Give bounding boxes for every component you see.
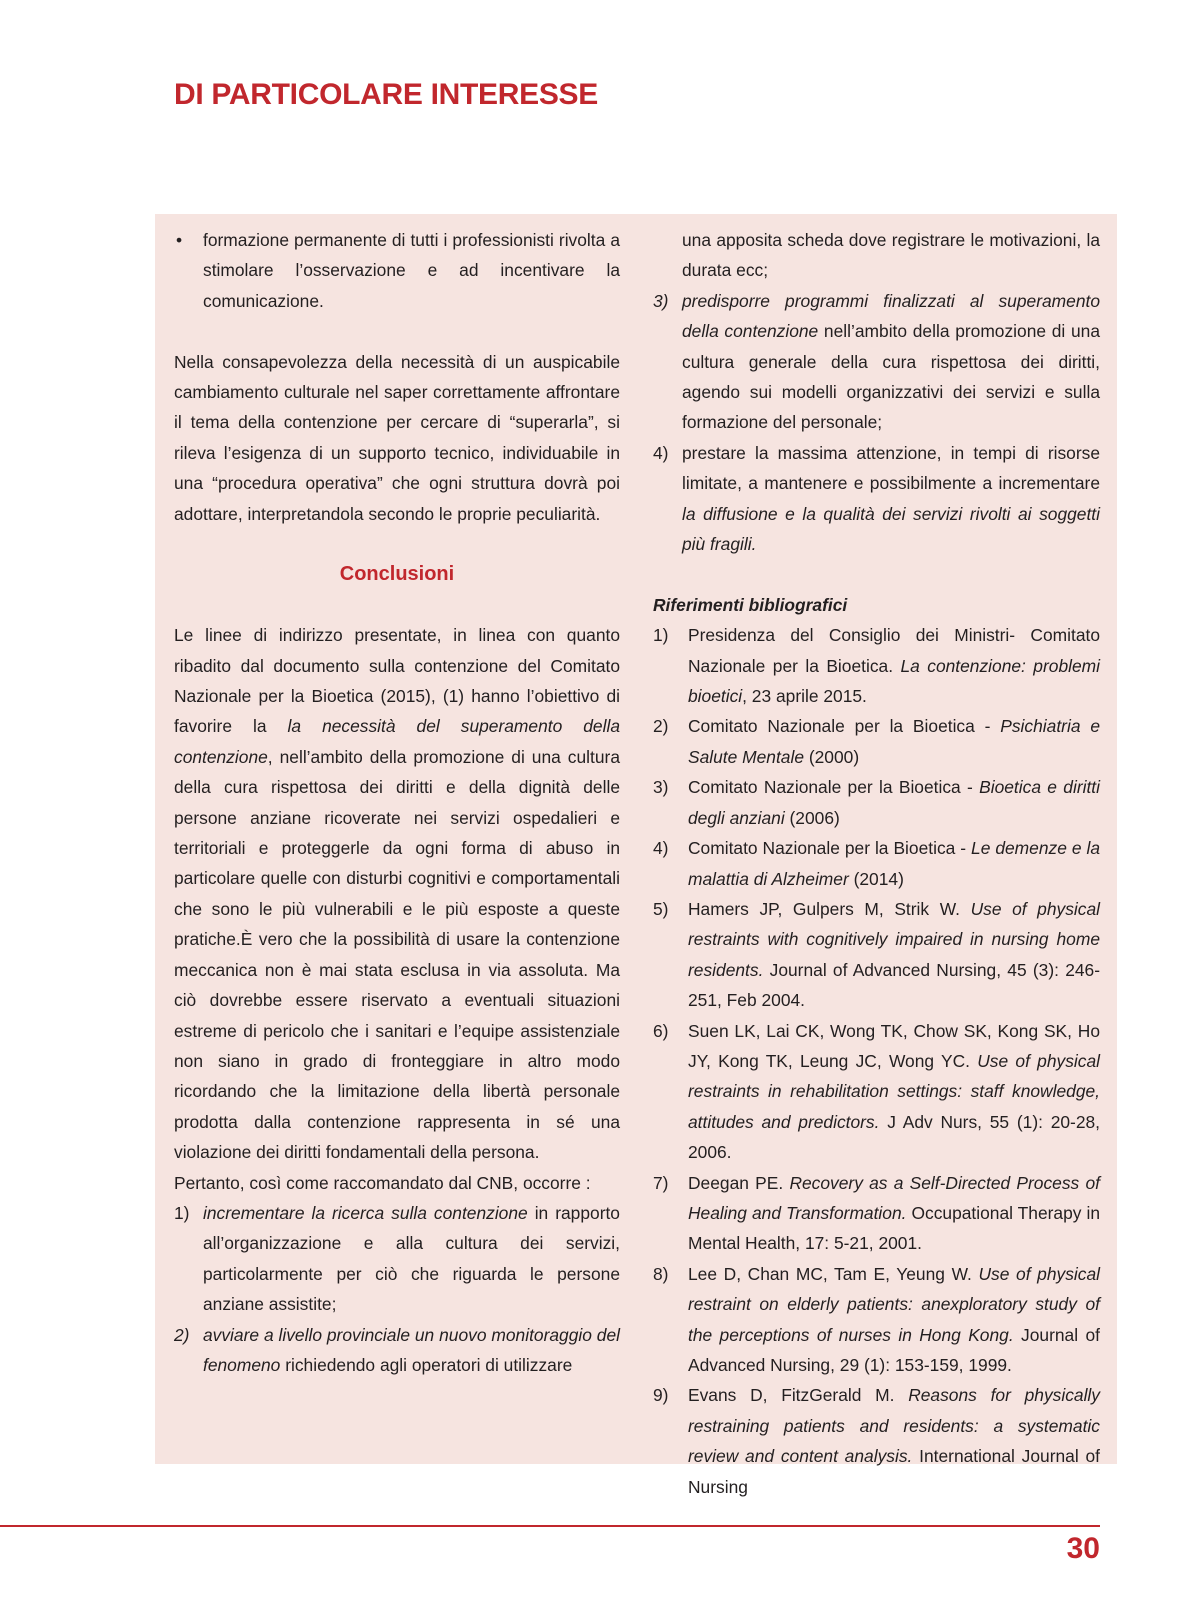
recommendation-list-continued (653, 286, 1100, 560)
references-heading: Riferimenti bibliografici (653, 594, 848, 615)
reference-title: La contenzione: problemi bioetici (688, 655, 1100, 707)
reference-source: , 23 aprile 2015. (742, 686, 867, 707)
conclusioni-text-c: , nell’ambito della promozione di una cultura della cura rispettosa dei diritti e della dignità delle persone anziane ricoverate nei servizi ospedalieri e territoriali e proteggerle da ogni forma di abuso in particolare quelle con disturbi cognitivi e comportamentali che sono le più vulnerabili e le più esposte a queste pratiche.È vero che la possibilità di usare la contenzione meccanica non è mai stata esclusa in via assoluta. Ma ciò dovrebbe essere riservato a eventuali situazioni estreme di pericolo che i sanitari e l’equipe assistenziale non siano in grado di fronteggiare in altro modo ricordando che la limitazione della libertà personale prodotta dalla contenzione rappresenta in sé una violazione dei diritti fondamentali della persona. (174, 746, 620, 1163)
reference-number: 1) (653, 625, 669, 646)
reference-source: J Adv Nurs, 55 (1): 20-28, 2006. (688, 1111, 1101, 1163)
recommendation-item-1 (174, 1198, 620, 1320)
item-number: 3) (653, 290, 669, 311)
item-text: prestare la massima attenzione, in tempi di risorse limitate, a mantenere e possibilmente a incrementare (682, 442, 1100, 494)
section-title: DI PARTICOLARE INTERESSE (174, 78, 598, 111)
recommendation-item-3 (653, 286, 1100, 438)
conclusioni-paragraph (174, 620, 620, 1167)
reference-item (653, 1168, 1100, 1259)
reference-authors: Suen LK, Lai CK, Wong TK, Chow SK, Kong SK, Ho JY, Kong TK, Leung JC, Wong YC. (688, 1020, 1100, 1071)
bullet-text: formazione permanente di tutti i professionisti rivolta a stimolare l’osservazione e ad incentivare la comunicazione. (203, 230, 620, 311)
reference-item (653, 894, 1100, 1016)
item-number: 4) (653, 442, 669, 463)
reference-number: 9) (653, 1385, 669, 1406)
recommendation-item-2 (174, 1320, 620, 1381)
item-text: nell’ambito della promozione di una cultura generale della cura rispettosa dei diritti, agendo sui modelli organizzativi dei servizi e sulla formazione del personale; (682, 321, 1100, 433)
reference-number: 8) (653, 1263, 669, 1284)
recommendation-list (174, 1198, 620, 1380)
reference-source: International Journal of Nursing (688, 1446, 1100, 1497)
item-italic-text: incrementare la ricerca sulla contenzione (203, 1202, 528, 1223)
reference-source: (2000) (804, 746, 860, 767)
reference-number: 5) (653, 898, 669, 919)
reference-item (653, 833, 1100, 894)
reference-authors: Evans D, FitzGerald M. (688, 1385, 909, 1406)
reference-source: Journal of Advanced Nursing, 45 (3): 246-251, Feb 2004. (688, 959, 1100, 1011)
reference-source: (2006) (784, 807, 840, 828)
reference-item (653, 711, 1100, 772)
reference-title: Use of physical restraints with cognitively impaired in nursing home residents. (688, 898, 1100, 980)
reference-number: 7) (653, 1172, 669, 1193)
bullet-item (174, 225, 620, 316)
reference-title: Use of physical restraint on elderly patients: anexploratory study of the perceptions of nurses in Hong Kong. (688, 1263, 1100, 1345)
reference-authors: Comitato Nazionale per la Bioetica - (688, 777, 980, 798)
reference-number: 6) (653, 1020, 669, 1041)
reference-source: (2014) (848, 868, 904, 889)
reference-item (653, 1016, 1100, 1168)
right-column (653, 225, 1100, 1502)
left-column (174, 225, 620, 1380)
reference-authors: Hamers JP, Gulpers M, Strik W. (688, 898, 971, 919)
reference-authors: Comitato Nazionale per la Bioetica - (688, 716, 1001, 737)
reference-title: Reasons for physically restraining patients and residents: a systematic review and content analysis. (688, 1385, 1100, 1467)
item-text: richiedendo agli operatori di utilizzare (280, 1354, 573, 1375)
reference-title: Use of physical restraints in rehabilitation settings: staff knowledge, attitudes and predictors. (688, 1050, 1101, 1132)
reference-item (653, 772, 1100, 833)
item-text: in rapporto all’organizzazione e alla cultura dei servizi, particolarmente per ciò che riguarda le persone anziane assistite; (203, 1202, 620, 1315)
item-italic-text: predisporre programmi finalizzati al superamento della contenzione (682, 290, 1100, 342)
recommendation-item-4 (653, 438, 1100, 560)
pertanto-line: Pertanto, così come raccomandato dal CNB, occorre : (174, 1172, 591, 1193)
footer-rule (0, 1525, 1100, 1527)
reference-authors: Lee D, Chan MC, Tam E, Yeung W. (688, 1263, 979, 1284)
reference-authors: Comitato Nazionale per la Bioetica - (688, 838, 972, 859)
conclusioni-heading: Conclusioni (339, 563, 455, 586)
reference-title: Bioetica e diritti degli anziani (688, 777, 1101, 828)
reference-title: Psichiatria e Salute Mentale (688, 716, 1100, 767)
intro-paragraph: Nella consapevolezza della necessità di un auspicabile cambiamento culturale nel saper correttamente affrontare il tema della contenzione per cercare di “superarla”, si rileva l’esigenza di un supporto tecnico, individuabile in una “procedura operativa” che ogni struttura dovrà poi adottare, interpretandola secondo le proprie peculiarità. (174, 351, 620, 524)
reference-authors: Deegan PE. (688, 1172, 790, 1193)
bullet-list (174, 225, 620, 316)
reference-source: Journal of Advanced Nursing, 29 (1): 153-159, 1999. (688, 1324, 1100, 1376)
reference-number: 3) (653, 777, 669, 798)
reference-authors: Presidenza del Consiglio dei Ministri- Comitato Nazionale per la Bioetica. (688, 625, 1100, 676)
conclusioni-text-a: Le linee di indirizzo presentate, in linea con quanto ribadito dal documento sulla contenzione del Comitato Nazionale per la Bioetica (2015), (1) hanno l’obiettivo di favorire la (174, 625, 620, 737)
item-italic-text: la diffusione e la qualità dei servizi rivolti ai soggetti più fragili. (682, 503, 1100, 555)
recommendation-item-2-continued: una apposita scheda dove registrare le motivazioni, la durata ecc; (682, 230, 1100, 281)
item-number: 1) (174, 1202, 190, 1223)
reference-source: Occupational Therapy in Mental Health, 17: 5-21, 2001. (688, 1202, 1101, 1254)
item-number: 2) (174, 1324, 190, 1345)
reference-title: Recovery as a Self-Directed Process of Healing and Transformation. (688, 1172, 1100, 1223)
conclusioni-text-italic: la necessità del superamento della contenzione (174, 716, 620, 767)
references-list (653, 620, 1100, 1502)
page-number: 30 (1066, 1532, 1100, 1565)
reference-number: 2) (653, 716, 669, 737)
reference-item (653, 1259, 1100, 1381)
reference-number: 4) (653, 838, 669, 859)
reference-title: Le demenze e la malattia di Alzheimer (688, 838, 1101, 889)
bullet-marker: • (176, 230, 183, 250)
reference-item (653, 1380, 1100, 1502)
item-italic-text: avviare a livello provinciale un nuovo monitoraggio del fenomeno (203, 1324, 620, 1375)
reference-item (653, 620, 1100, 711)
